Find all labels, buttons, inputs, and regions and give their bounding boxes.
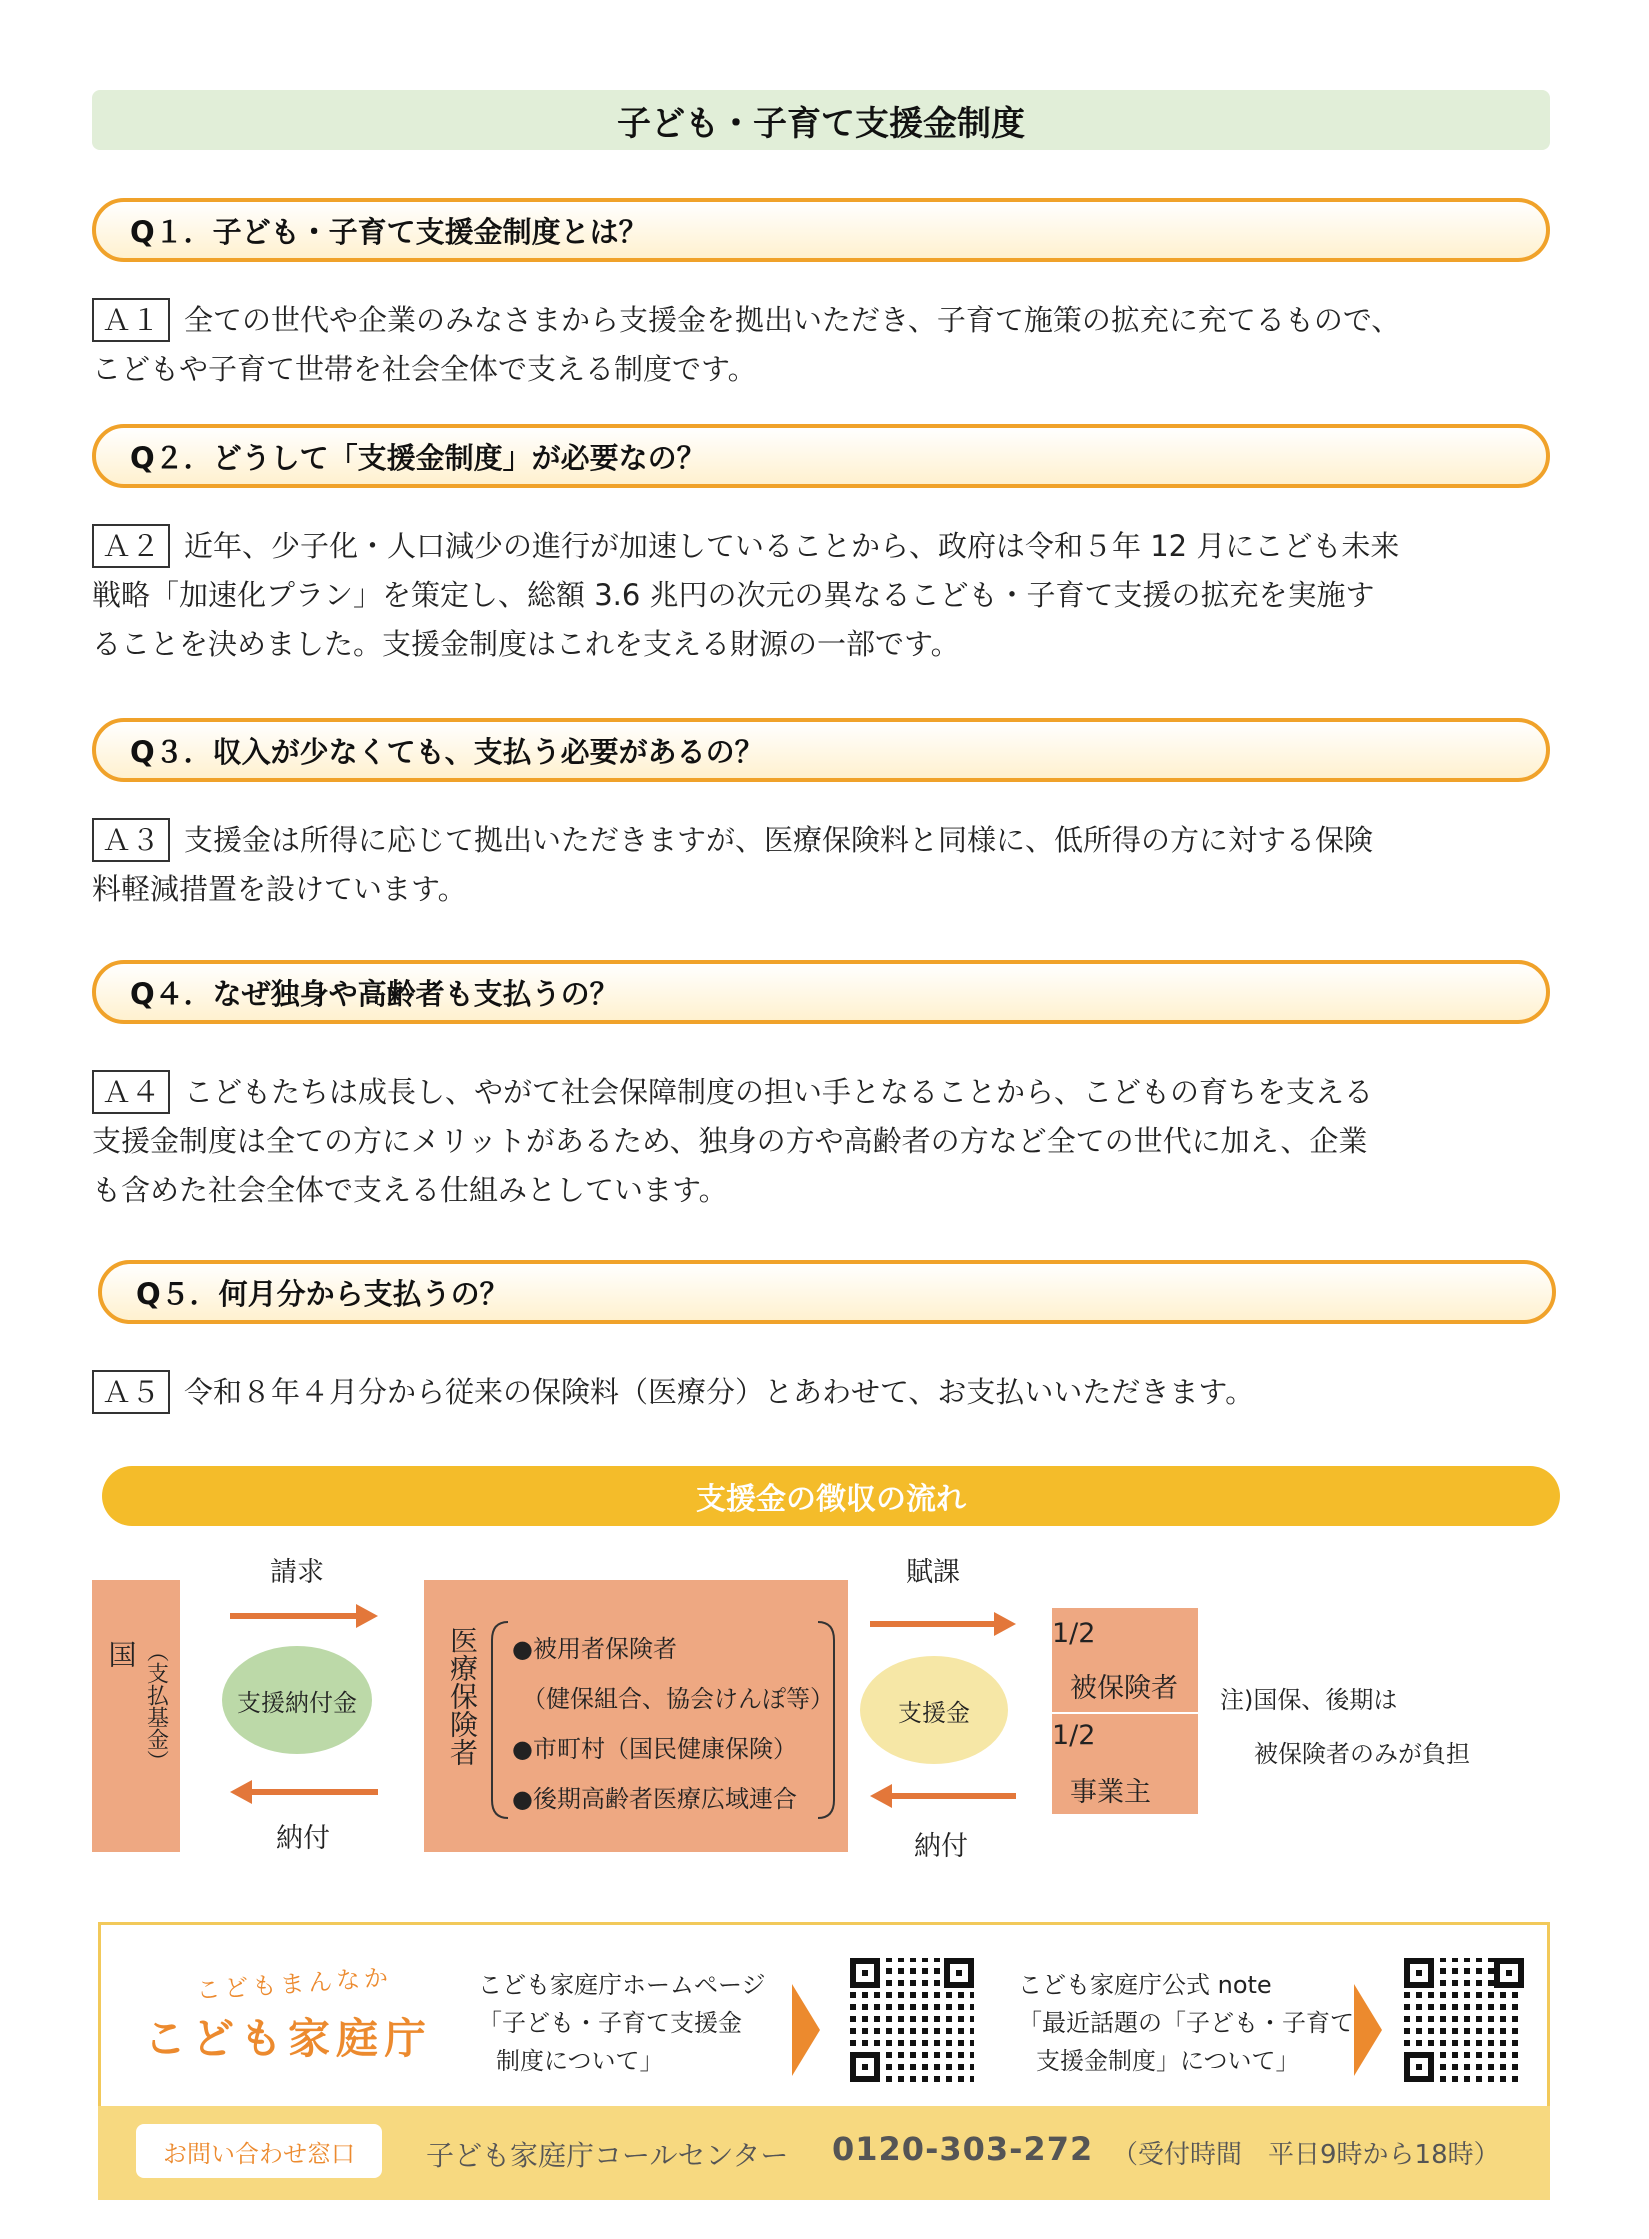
phone-number[interactable]: 0120-303-272 [832,2130,1094,2168]
answer-line: ることを決めました。支援金制度はこれを支える財源の一部です。 [92,627,960,661]
insured-label: 被保険者 [1070,1673,1178,1704]
employer-share: 1/2 [1052,1720,1096,1751]
homepage-link-line: 「子ども・子育て支援金 [478,2009,742,2037]
bracket-left-icon [490,1620,510,1820]
insurer-item: ●後期高齢者医療広域連合 [512,1785,797,1813]
request-label: 請求 [270,1557,324,1588]
question-4: Q４．なぜ独身や高齢者も支払うの？ [92,960,1550,1024]
answer-3 [92,816,1572,914]
answer-line: も含めた社会全体で支える仕組みとしています。 [92,1173,728,1207]
note-qr-code[interactable] [1404,1958,1524,2082]
note-link-line: 「最近話題の「子ども・子育て [1018,2009,1354,2037]
note-link-line: こども家庭庁公式 note [1018,1971,1272,1999]
note-line: 注)国保、後期は [1220,1686,1398,1714]
employer-label: 事業主 [1070,1777,1151,1808]
chevron-right-icon [1354,1984,1382,2076]
insurer-box [424,1580,848,1852]
answer-1 [92,296,1572,394]
answer-4 [92,1068,1572,1215]
answer-line: 支援金制度は全ての方にメリットがあるため、独身の方や高齢者の方など全ての世代に加え、企業 [92,1124,1368,1158]
reception-hours: （受付時間 平日9時から18時） [1112,2140,1500,2170]
call-center-name: 子ども家庭庁コールセンター [426,2139,789,2172]
homepage-link-line: 制度について」 [496,2047,664,2075]
homepage-link-line: こども家庭庁ホームページ [478,1971,766,1999]
insurer-label: 医療保険者 [446,1626,479,1766]
agency-logo: こども家庭庁 [144,2014,433,2063]
question-5: Q５．何月分から支払うの？ [98,1260,1556,1324]
homepage-qr-code[interactable] [850,1958,974,2082]
chevron-right-icon [792,1984,820,2076]
flow-title: 支援金の徴収の流れ [102,1466,1560,1526]
answer-label: Ａ２ [92,524,170,568]
payment-left-label: 納付 [276,1823,330,1854]
answer-2 [92,522,1572,669]
answer-line: 近年、少子化・人口減少の進行が加速していることから、政府は令和５年 12 月にこども未来 [184,529,1400,563]
answer-line: こどもや子育て世帯を社会全体で支える制度です。 [92,352,757,386]
logo-tagline: こどもまんなか [195,1963,393,2005]
contact-label: お問い合わせ窓口 [136,2124,382,2178]
answer-label: Ａ５ [92,1370,170,1414]
insurer-item: （健保組合、協会けんぽ等） [522,1685,834,1713]
homepage-link[interactable] [478,1966,766,2080]
arrow-right-icon [870,1612,1016,1636]
answer-line: 戦略「加速化プラン」を策定し、総額 3.6 兆円の次元の異なるこども・子育て支援の拡充を実施す [92,578,1375,612]
levy-label: 賦課 [906,1557,960,1588]
insurer-item: ●被用者保険者 [512,1635,677,1663]
country-box [92,1580,180,1852]
support-ellipse [860,1656,1008,1764]
answer-line: 令和８年４月分から従来の保険料（医療分）とあわせて、お支払いいただきます。 [184,1375,1255,1409]
insured-share: 1/2 [1052,1618,1096,1649]
answer-line: こどもたちは成長し、やがて社会保障制度の担い手となることから、こどもの育ちを支える [184,1075,1374,1109]
answer-label: Ａ１ [92,298,170,342]
payment-right-label: 納付 [914,1831,968,1862]
page-title: 子ども・子育て支援金制度 [92,90,1550,150]
arrow-left-icon [230,1780,378,1804]
insurer-list [512,1624,834,1824]
employer-box [1052,1714,1198,1814]
grant-label: 支援納付金 [237,1688,357,1717]
answer-label: Ａ４ [92,1070,170,1114]
answer-line: 料軽減措置を設けています。 [92,872,467,906]
question-3: Q３．収入が少なくても、支払う必要があるの？ [92,718,1550,782]
note-link[interactable] [1018,1966,1354,2080]
arrow-right-icon [230,1604,378,1628]
grant-ellipse [222,1646,372,1754]
question-2: Q２．どうして「支援金制度」が必要なの？ [92,424,1550,488]
question-1: Q１．子ども・子育て支援金制度とは？ [92,198,1550,262]
answer-line: 全ての世代や企業のみなさまから支援金を拠出いただき、子育て施策の拡充に充てるもので、 [184,303,1401,337]
arrow-left-icon [870,1784,1016,1808]
insured-box [1052,1608,1198,1712]
answer-line: 支援金は所得に応じて拠出いただきますが、医療保険料と同様に、低所得の方に対する保険 [184,823,1374,857]
note-link-line: 支援金制度」について」 [1036,2047,1300,2075]
answer-label: Ａ３ [92,818,170,862]
country-label: 国 [104,1640,138,1668]
answer-5 [92,1368,1572,1417]
country-sub-label: （支払基金） [143,1640,169,1772]
note-line: 被保険者のみが負担 [1254,1740,1470,1768]
insurer-item: ●市町村（国民健康保険） [512,1735,797,1763]
support-label: 支援金 [898,1698,970,1727]
